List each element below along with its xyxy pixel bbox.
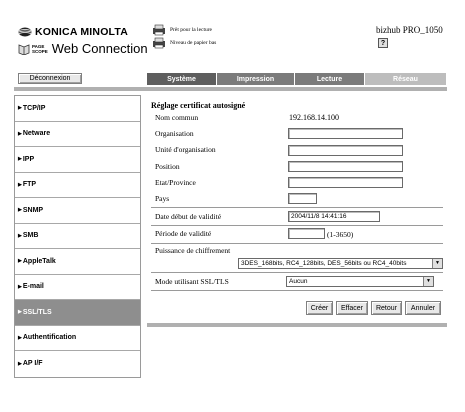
ssl-mode-value: Aucun	[289, 278, 308, 285]
arrow-icon: ▶	[18, 360, 22, 367]
sidebar-item-appletalk[interactable]	[15, 249, 140, 275]
sidebar-item-label: Netware	[22, 130, 51, 138]
main-tabs	[147, 73, 447, 85]
product-name: Web Connection	[51, 41, 148, 56]
arrow-icon: ▶	[18, 232, 22, 239]
sidebar-item-apif[interactable]	[15, 351, 140, 377]
divider	[151, 272, 443, 273]
start-date-input[interactable]: 2004/11/8 14:41:16	[288, 211, 380, 222]
sidebar	[14, 95, 141, 378]
position-label: Position	[155, 162, 180, 171]
tab-lecture[interactable]	[295, 73, 365, 85]
sidebar-item-label: AP I/F	[22, 360, 43, 368]
pagescope-line1: PAGE	[32, 43, 45, 49]
sidebar-item-label: FTP	[22, 181, 37, 189]
paper-low-icon	[151, 37, 167, 49]
encryption-select[interactable]	[238, 258, 443, 269]
divider	[151, 243, 443, 244]
tab-impression-label: Impression	[236, 75, 275, 83]
status-paper-text: Niveau de papier bas	[170, 40, 217, 46]
model-name: bizhub PRO_1050	[376, 25, 443, 35]
footer-divider	[147, 323, 447, 327]
organization-input[interactable]	[288, 128, 403, 139]
tab-systeme-label: Système	[167, 75, 196, 83]
tab-impression[interactable]	[217, 73, 295, 85]
clear-label: Effacer	[340, 304, 364, 312]
state-input[interactable]	[288, 177, 403, 188]
help-icon: ?	[380, 39, 386, 47]
tab-lecture-label: Lecture	[316, 75, 343, 83]
country-input[interactable]	[288, 193, 317, 204]
arrow-icon: ▶	[18, 283, 22, 290]
status-ready-text: Prêt pour la lecture	[170, 27, 212, 33]
cancel-label: Annuler	[410, 304, 436, 312]
sidebar-item-netware[interactable]	[15, 122, 140, 148]
sidebar-item-smb[interactable]	[15, 224, 140, 250]
form-title: Réglage certificat autosigné	[151, 101, 246, 110]
sidebar-item-label: SSL/TLS	[22, 308, 52, 316]
sidebar-item-label: TCP/IP	[22, 104, 46, 112]
ssl-mode-select[interactable]	[286, 276, 434, 287]
arrow-icon: ▶	[18, 105, 22, 112]
sidebar-item-label: SNMP	[22, 206, 44, 214]
position-input[interactable]	[288, 161, 403, 172]
sidebar-item-label: IPP	[22, 155, 35, 163]
pagescope-logo	[18, 41, 148, 56]
help-button[interactable]	[378, 38, 388, 48]
encryption-label: Puissance de chiffrement	[155, 246, 231, 255]
arrow-icon: ▶	[18, 156, 22, 163]
sidebar-item-label: E-mail	[22, 283, 44, 291]
arrow-icon: ▶	[18, 258, 22, 265]
cancel-button[interactable]	[405, 301, 441, 315]
printer-icon	[151, 24, 167, 36]
sidebar-item-label: SMB	[22, 232, 39, 240]
validity-label: Période de validité	[155, 229, 212, 238]
validity-input[interactable]	[288, 228, 325, 239]
sidebar-item-ssltls[interactable]	[15, 300, 140, 326]
sidebar-item-authentification[interactable]	[15, 326, 140, 352]
arrow-icon: ▶	[18, 207, 22, 214]
brand-name: KONICA MINOLTA	[35, 26, 129, 38]
arrow-icon: ▶	[18, 334, 22, 341]
state-label: Etat/Province	[155, 178, 196, 187]
tab-reseau[interactable]	[365, 73, 447, 85]
logout-button[interactable]	[18, 73, 82, 84]
common-name-value: 192.168.14.100	[289, 113, 339, 122]
pagescope-book-icon	[18, 43, 30, 55]
status-ready	[151, 24, 212, 36]
back-label: Retour	[375, 304, 397, 312]
sidebar-item-ipp[interactable]	[15, 147, 140, 173]
create-label: Créer	[310, 304, 329, 312]
sidebar-item-tcpip[interactable]	[15, 96, 140, 122]
divider	[151, 290, 443, 291]
org-unit-label: Unité d'organisation	[155, 145, 216, 154]
konica-minolta-globe-icon	[18, 27, 32, 37]
start-date-label: Date début de validité	[155, 212, 222, 221]
tab-reseau-label: Réseau	[393, 75, 418, 83]
logout-label: Déconnexion	[29, 75, 71, 82]
sidebar-item-label: AppleTalk	[22, 257, 56, 265]
back-button[interactable]	[371, 301, 402, 315]
chevron-down-icon: ▼	[423, 277, 433, 286]
arrow-icon: ▶	[18, 130, 22, 137]
divider	[151, 207, 443, 208]
divider	[151, 225, 443, 226]
country-label: Pays	[155, 194, 170, 203]
arrow-icon: ▶	[18, 309, 22, 316]
sidebar-item-email[interactable]	[15, 275, 140, 301]
clear-button[interactable]	[336, 301, 368, 315]
common-name-label: Nom commun	[155, 113, 199, 122]
organization-label: Organisation	[155, 129, 194, 138]
sidebar-item-label: Authentification	[22, 334, 77, 342]
tab-systeme[interactable]	[147, 73, 217, 85]
ssl-mode-label: Mode utilisant SSL/TLS	[155, 277, 229, 286]
sidebar-item-ftp[interactable]	[15, 173, 140, 199]
konica-minolta-logo	[18, 26, 128, 38]
sidebar-item-snmp[interactable]	[15, 198, 140, 224]
arrow-icon: ▶	[18, 181, 22, 188]
chevron-down-icon: ▼	[432, 259, 442, 268]
encryption-value: 3DES_168bits, RC4_128bits, DES_56bits ou RC4_40bits	[241, 260, 407, 267]
header-divider	[14, 87, 447, 91]
validity-range: (1-3650)	[327, 230, 354, 239]
status-paper	[151, 37, 216, 49]
org-unit-input[interactable]	[288, 145, 403, 156]
create-button[interactable]	[306, 301, 333, 315]
pagescope-line2: SCOPE	[32, 48, 48, 54]
